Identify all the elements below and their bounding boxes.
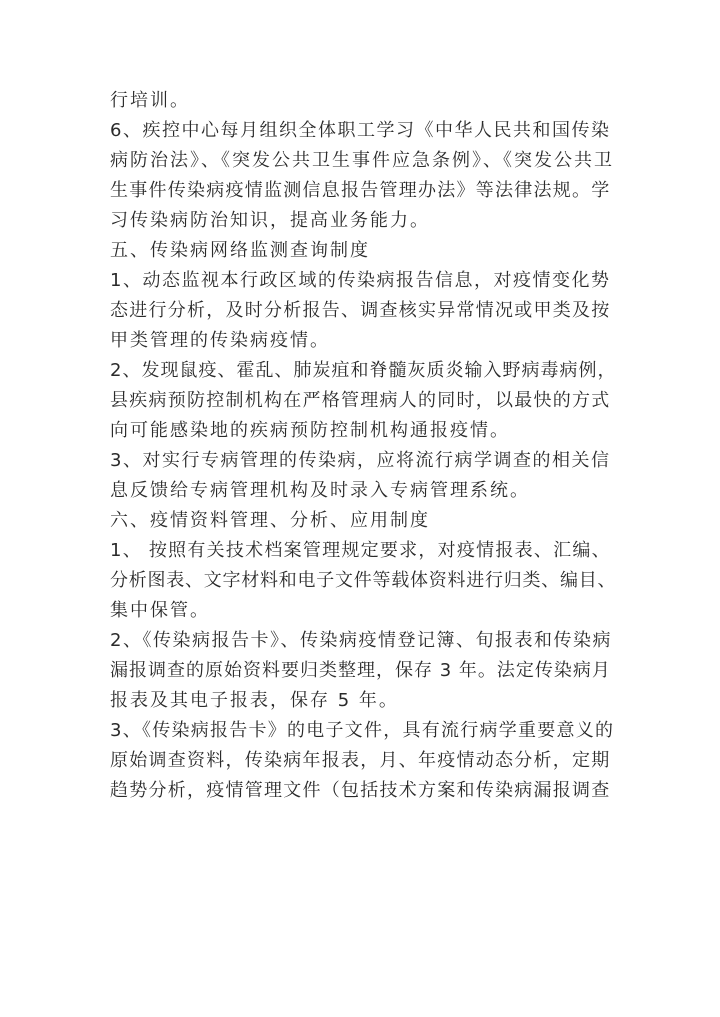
text-line: 县疾病预防控制机构在严格管理病人的同时，以最快的方式 xyxy=(110,390,611,411)
section-heading xyxy=(110,506,616,536)
text-line: 6、疾控中心每月组织全体职工学习《中华人民共和国传染 xyxy=(110,120,611,141)
paragraph xyxy=(110,86,616,116)
paragraph xyxy=(110,116,616,236)
text-line: 甲类管理的传染病疫情。 xyxy=(110,330,330,351)
paragraph xyxy=(110,626,616,716)
text-line: 态进行分析，及时分析报告、调查核实异常情况或甲类及按 xyxy=(110,300,611,321)
text-line: 3、《传染病报告卡》的电子文件，具有流行病学重要意义的 xyxy=(110,720,615,741)
text-line: 习传染病防治知识，提高业务能力。 xyxy=(110,210,430,231)
text-line: 五、传染病网络监测查询制度 xyxy=(110,240,370,261)
text-line: 病防治法》、《突发公共卫生事件应急条例》、《突发公共卫 xyxy=(110,150,614,171)
text-line: 2、发现鼠疫、霍乱、肺炭疽和脊髓灰质炎输入野病毒病例， xyxy=(110,360,617,381)
text-line: 分析图表、文字材料和电子文件等载体资料进行归类、编目、 xyxy=(110,570,617,591)
text-line: 2、《传染病报告卡》、传染病疫情登记簿、旬报表和传染病 xyxy=(110,630,612,651)
paragraph xyxy=(110,266,616,356)
paragraph xyxy=(110,356,616,446)
text-line: 原始调查资料，传染病年报表，月、年疫情动态分析，定期 xyxy=(110,750,611,771)
paragraph xyxy=(110,536,616,626)
document-body xyxy=(110,86,616,806)
paragraph xyxy=(110,446,616,506)
text-line: 趋势分析，疫情管理文件（包括技术方案和传染病漏报调查 xyxy=(110,780,611,801)
paragraph xyxy=(110,716,616,806)
section-heading xyxy=(110,236,616,266)
text-line: 行培训。 xyxy=(110,90,190,111)
text-line: 六、疫情资料管理、分析、应用制度 xyxy=(110,510,430,531)
text-line: 1、 按照有关技术档案管理规定要求，对疫情报表、汇编、 xyxy=(110,540,611,561)
text-line: 向可能感染地的疾病预防控制机构通报疫情。 xyxy=(110,420,510,441)
text-line: 集中保管。 xyxy=(110,600,210,621)
text-line: 3、对实行专病管理的传染病，应将流行病学调查的相关信 xyxy=(110,450,611,471)
text-line: 生事件传染病疫情监测信息报告管理办法》等法律法规。学 xyxy=(110,180,611,201)
text-line: 报表及其电子报表，保存 5 年。 xyxy=(110,690,399,711)
text-line: 漏报调查的原始资料要归类整理，保存 3 年。法定传染病月 xyxy=(110,660,611,681)
text-line: 息反馈给专病管理机构及时录入专病管理系统。 xyxy=(110,480,530,501)
text-line: 1、动态监视本行政区域的传染病报告信息，对疫情变化势 xyxy=(110,270,611,291)
